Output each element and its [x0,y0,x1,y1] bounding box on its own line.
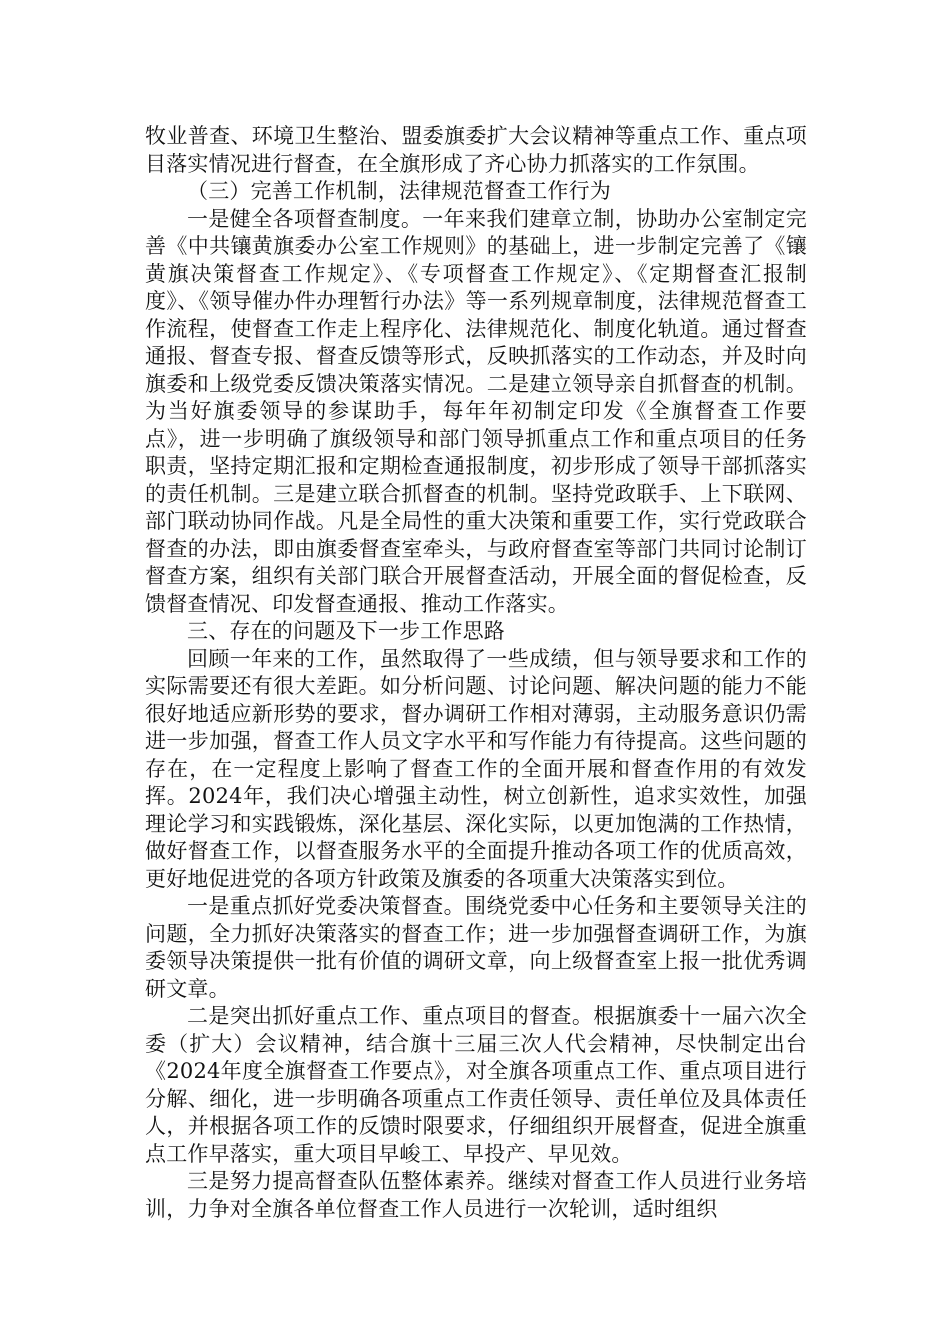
section-heading-mechanism: （三）完善工作机制，法律规范督查工作行为 [187,179,611,203]
paragraph-point-three: 三是努力提高督查队伍整体素养。继续对督查工作人员进行业务培训，力争对全旗各单位督查工作人员进行一次轮训，适时组织 [145,1169,807,1221]
paragraph-point-two: 二是突出抓好重点工作、重点项目的督查。根据旗委十一届六次全委（扩大）会议精神，结合旗十三届三次人代会精神，尽快制定出台《2024年度全旗督查工作要点》，对全旗各项重点工作、重点项目进行分解、细化，进一步明确各项重点工作责任领导、责任单位及具体责任人，并根据各项工作的反馈时限要求，仔细组织开展督查，促进全旗重点工作早落实，重大项目早峻工、早投产、早见效。 [145,1004,807,1166]
document-page [145,123,807,1223]
paragraph-point-one: 一是重点抓好党委决策督查。围绕党委中心任务和主要领导关注的问题，全力抓好决策落实的督查工作；进一步加强督查调研工作，为旗委领导决策提供一批有价值的调研文章，向上级督查室上报一批优秀调研文章。 [145,894,807,1001]
section-heading-problems: 三、存在的问题及下一步工作思路 [187,619,505,643]
paragraph-mechanism: 一是健全各项督查制度。一年来我们建章立制，协助办公室制定完善《中共镶黄旗委办公室工作规则》的基础上，进一步制定完善了《镶黄旗决策督查工作规定》、《专项督查工作规定》、《定期督查汇报制度》、《领导催办件办理暂行办法》等一系列规章制度，法律规范督查工作流程，使督查工作走上程序化、法律规范化、制度化轨道。通过督查通报、督查专报、督查反馈等形式，反映抓落实的工作动态，并及时向旗委和上级党委反馈决策落实情况。二是建立领导亲自抓督查的机制。为当好旗委领导的参谋助手，每年年初制定印发《全旗督查工作要点》，进一步明确了旗级领导和部门领导抓重点工作和重点项目的任务职责，坚持定期汇报和定期检查通报制度，初步形成了领导干部抓落实的责任机制。三是建立联合抓督查的机制。坚持党政联手、上下联网、部门联动协同作战。凡是全局性的重大决策和重要工作，实行党政联合督查的办法，即由旗委督查室牵头，与政府督查室等部门共同讨论制订督查方案，组织有关部门联合开展督查活动，开展全面的督促检查，反馈督查情况、印发督查通报、推动工作落实。 [145,206,807,616]
paragraph-continued: 牧业普查、环境卫生整治、盟委旗委扩大会议精神等重点工作、重点项目落实情况进行督查，在全旗形成了齐心协力抓落实的工作氛围。 [145,124,807,176]
paragraph-review: 回顾一年来的工作，虽然取得了一些成绩，但与领导要求和工作的实际需要还有很大差距。如分析问题、讨论问题、解决问题的能力不能很好地适应新形势的要求，督办调研工作相对薄弱，主动服务意识仍需进一步加强，督查工作人员文字水平和写作能力有待提高。这些问题的存在，在一定程度上影响了督查工作的全面开展和督查作用的有效发挥。2024年，我们决心增强主动性，树立创新性，追求实效性，加强理论学习和实践锻炼，深化基层、深化实际，以更加饱满的工作热情，做好督查工作，以督查服务水平的全面提升推动各项工作的优质高效，更好地促进党的各项方针政策及旗委的各项重大决策落实到位。 [145,646,807,891]
